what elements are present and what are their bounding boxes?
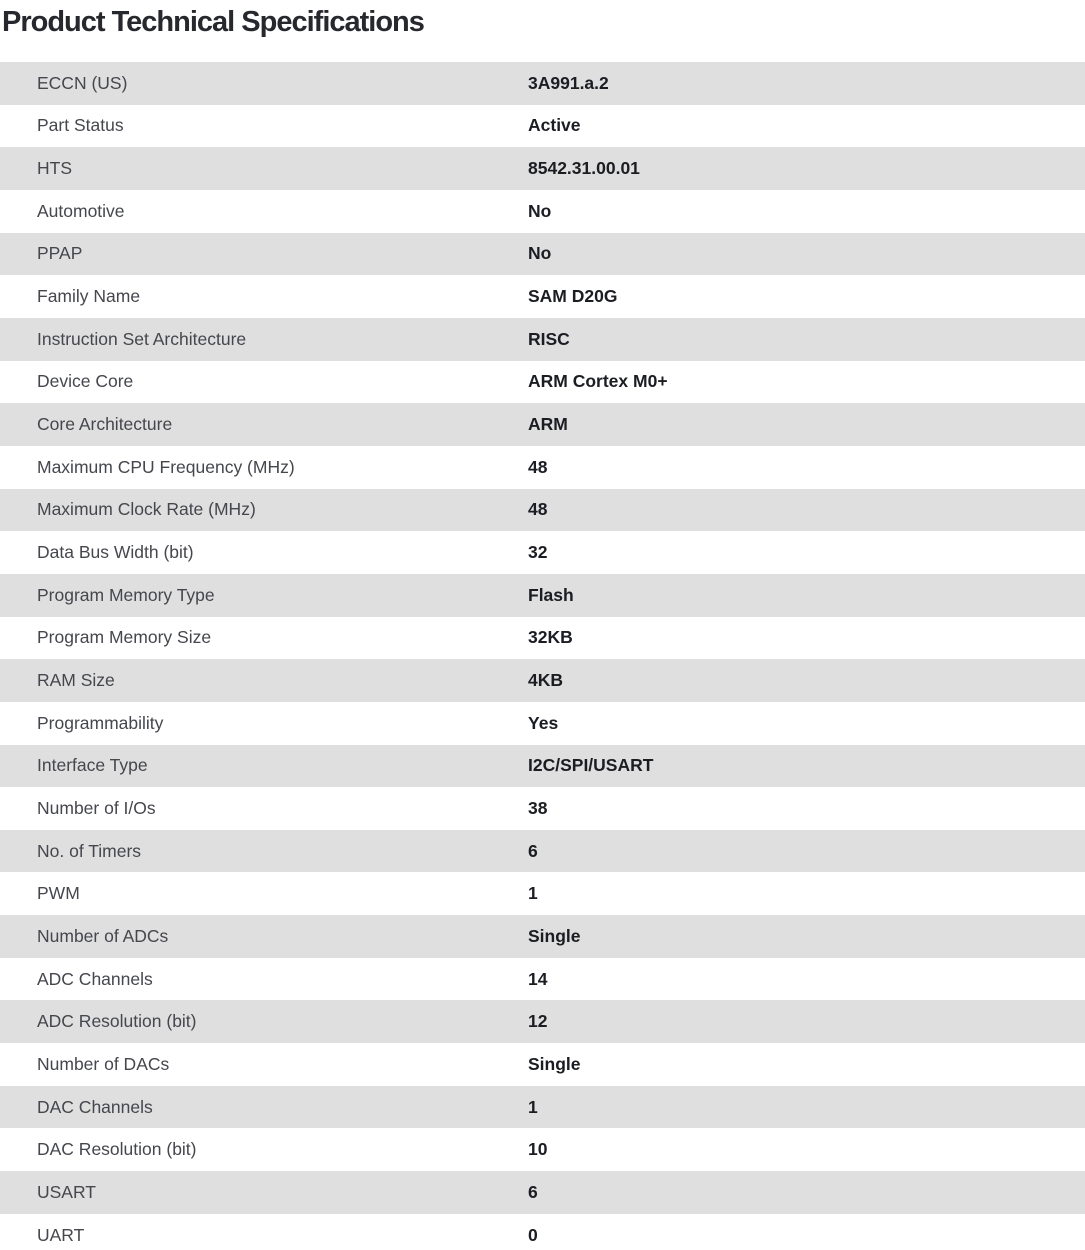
row-label: HTS: [37, 158, 72, 179]
row-value: No: [528, 243, 552, 264]
row-value: ARM Cortex M0+: [528, 371, 668, 392]
table-row: [0, 702, 1085, 745]
table-row: [0, 147, 1085, 190]
row-value: Active: [528, 115, 581, 136]
row-value: RISC: [528, 328, 570, 349]
row-label: UART: [37, 1224, 85, 1245]
row-label: Programmability: [37, 712, 164, 733]
row-label: Maximum Clock Rate (MHz): [37, 499, 256, 520]
spec-table: [0, 62, 1085, 1250]
row-value: 8542.31.00.01: [528, 158, 640, 179]
row-value: Flash: [528, 584, 574, 605]
row-label: Device Core: [37, 371, 134, 392]
table-row: [0, 745, 1085, 788]
table-row: [0, 1000, 1085, 1043]
table-row: [0, 1043, 1085, 1086]
table-row: [0, 489, 1085, 532]
row-label: Core Architecture: [37, 414, 173, 435]
table-row: [0, 958, 1085, 1001]
row-value: Yes: [528, 712, 559, 733]
row-value: 4KB: [528, 670, 564, 691]
table-row: [0, 1086, 1085, 1129]
row-label: Interface Type: [37, 755, 148, 776]
table-row: [0, 915, 1085, 958]
table-row: [0, 403, 1085, 446]
table-row: [0, 233, 1085, 276]
page-title: Product Technical Specifications: [2, 6, 424, 38]
row-value: 6: [528, 840, 538, 861]
row-value: 38: [528, 797, 548, 818]
row-value: 1: [528, 1096, 538, 1117]
table-row: [0, 446, 1085, 489]
row-label: No. of Timers: [37, 840, 142, 861]
row-label: Number of DACs: [37, 1053, 170, 1074]
table-row: [0, 574, 1085, 617]
row-value: 12: [528, 1011, 548, 1032]
row-label: RAM Size: [37, 670, 115, 691]
row-label: Automotive: [37, 200, 125, 221]
row-label: Maximum CPU Frequency (MHz): [37, 456, 295, 477]
row-value: 10: [528, 1139, 548, 1160]
table-row: [0, 1214, 1085, 1250]
row-label: Part Status: [37, 115, 124, 136]
row-value: 0: [528, 1224, 538, 1245]
row-value: ARM: [528, 414, 568, 435]
row-label: Number of ADCs: [37, 925, 169, 946]
table-row: [0, 617, 1085, 660]
table-row: [0, 830, 1085, 873]
table-row: [0, 659, 1085, 702]
table-row: [0, 318, 1085, 361]
row-label: PWM: [37, 883, 80, 904]
table-row: [0, 872, 1085, 915]
row-value: No: [528, 200, 552, 221]
table-row: [0, 787, 1085, 830]
row-value: SAM D20G: [528, 286, 618, 307]
row-label: DAC Channels: [37, 1096, 153, 1117]
table-row: [0, 1128, 1085, 1171]
row-value: 48: [528, 499, 548, 520]
row-label: USART: [37, 1181, 96, 1202]
table-row: [0, 1171, 1085, 1214]
table-row: [0, 190, 1085, 233]
row-value: 32KB: [528, 627, 573, 648]
row-value: I2C/SPI/USART: [528, 755, 654, 776]
row-label: Number of I/Os: [37, 797, 156, 818]
table-row: [0, 62, 1085, 105]
row-value: 32: [528, 542, 548, 563]
row-value: Single: [528, 925, 581, 946]
row-value: 1: [528, 883, 538, 904]
row-label: Program Memory Type: [37, 584, 215, 605]
row-label: Data Bus Width (bit): [37, 542, 194, 563]
row-label: ADC Channels: [37, 968, 153, 989]
row-label: Instruction Set Architecture: [37, 328, 247, 349]
row-label: Program Memory Size: [37, 627, 212, 648]
row-value: 14: [528, 968, 548, 989]
row-label: DAC Resolution (bit): [37, 1139, 197, 1160]
row-label: PPAP: [37, 243, 83, 264]
table-row: [0, 361, 1085, 404]
row-label: ECCN (US): [37, 72, 128, 93]
row-value: 6: [528, 1181, 538, 1202]
table-row: [0, 105, 1085, 148]
row-label: ADC Resolution (bit): [37, 1011, 197, 1032]
row-value: 3A991.a.2: [528, 72, 609, 93]
row-value: Single: [528, 1053, 581, 1074]
table-row: [0, 531, 1085, 574]
row-label: Family Name: [37, 286, 141, 307]
table-row: [0, 275, 1085, 318]
row-value: 48: [528, 456, 548, 477]
